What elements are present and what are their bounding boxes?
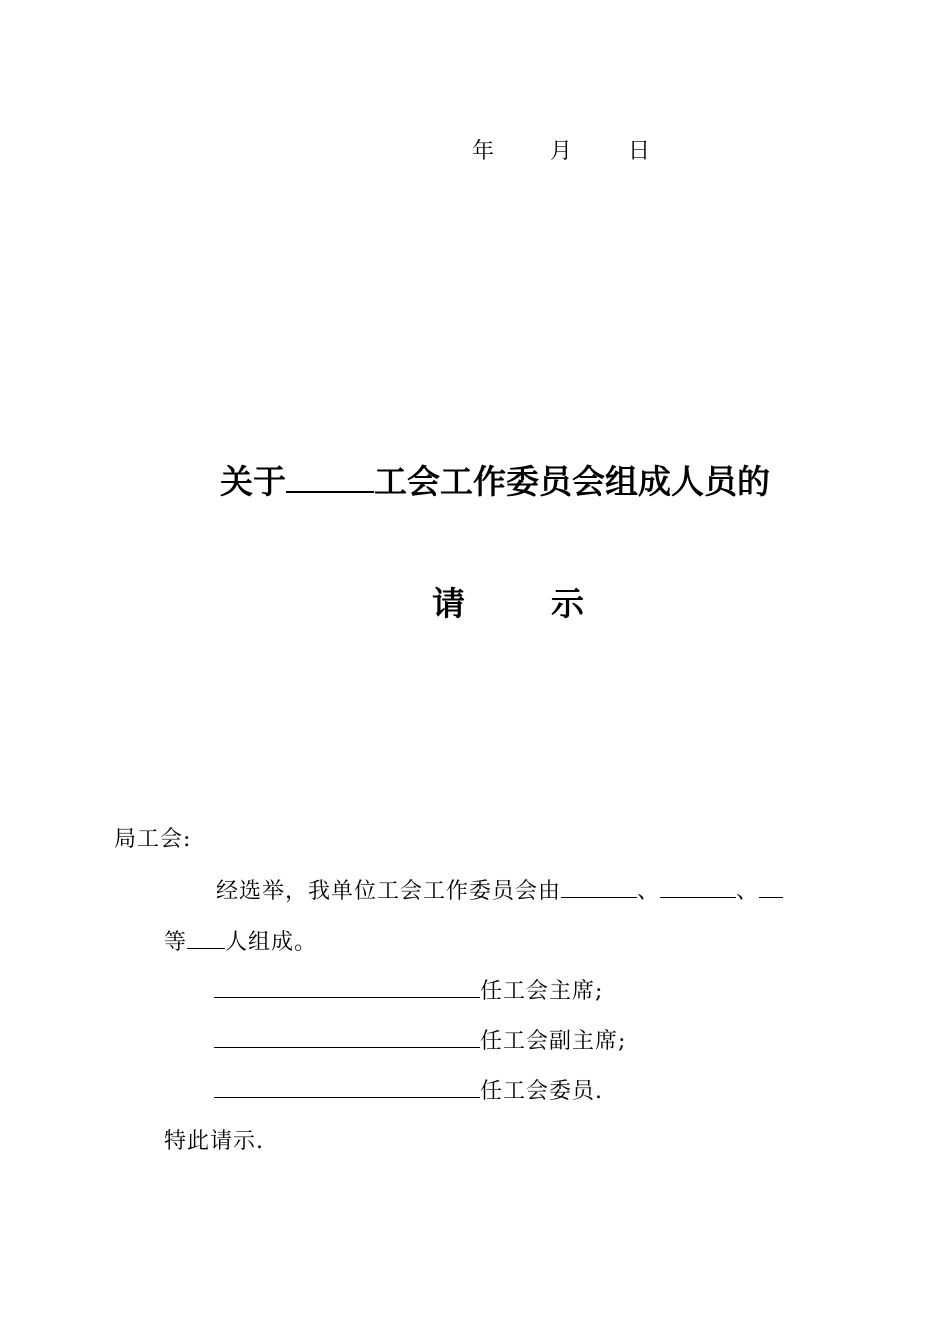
separator-1: 、 — [637, 879, 661, 904]
role-chair-line — [214, 974, 603, 1005]
closing-line: 特此请示. — [164, 1129, 264, 1154]
role-chair: 任工会主席; — [480, 979, 604, 1004]
role-member-line — [214, 1074, 603, 1105]
paragraph-1-text: 经选举，我单位工会工作委员会由 — [216, 879, 562, 904]
paragraph-2 — [164, 925, 317, 956]
separator-2: 、 — [736, 879, 760, 904]
date-year: 年 — [472, 139, 495, 164]
title-prefix: 关于 — [220, 462, 286, 501]
vice-chair-name-blank — [214, 1025, 480, 1048]
paragraph-2-prefix: 等 — [164, 930, 188, 955]
date-line — [472, 134, 650, 165]
count-blank — [187, 926, 225, 949]
date-day: 日 — [628, 139, 651, 164]
document-title-line1 — [220, 456, 770, 503]
member-name-blank — [214, 1075, 480, 1098]
role-vice-chair: 任工会副主席; — [480, 1029, 627, 1054]
title-char-qing: 请 — [432, 584, 465, 623]
chair-name-blank — [214, 975, 480, 998]
name-blank-2 — [660, 875, 736, 898]
document-title-line2 — [432, 578, 584, 625]
title-suffix: 工会工作委员会组成人员的 — [374, 462, 770, 501]
paragraph-1 — [216, 874, 783, 905]
salutation: 局工会: — [114, 827, 192, 852]
role-member: 任工会委员. — [480, 1079, 603, 1104]
date-month: 月 — [550, 139, 573, 164]
title-char-shi: 示 — [551, 584, 584, 623]
title-blank-field — [286, 461, 374, 493]
name-blank-1 — [561, 875, 637, 898]
paragraph-2-suffix: 人组成。 — [225, 930, 318, 955]
name-blank-3 — [759, 875, 783, 898]
role-vice-chair-line — [214, 1024, 626, 1055]
